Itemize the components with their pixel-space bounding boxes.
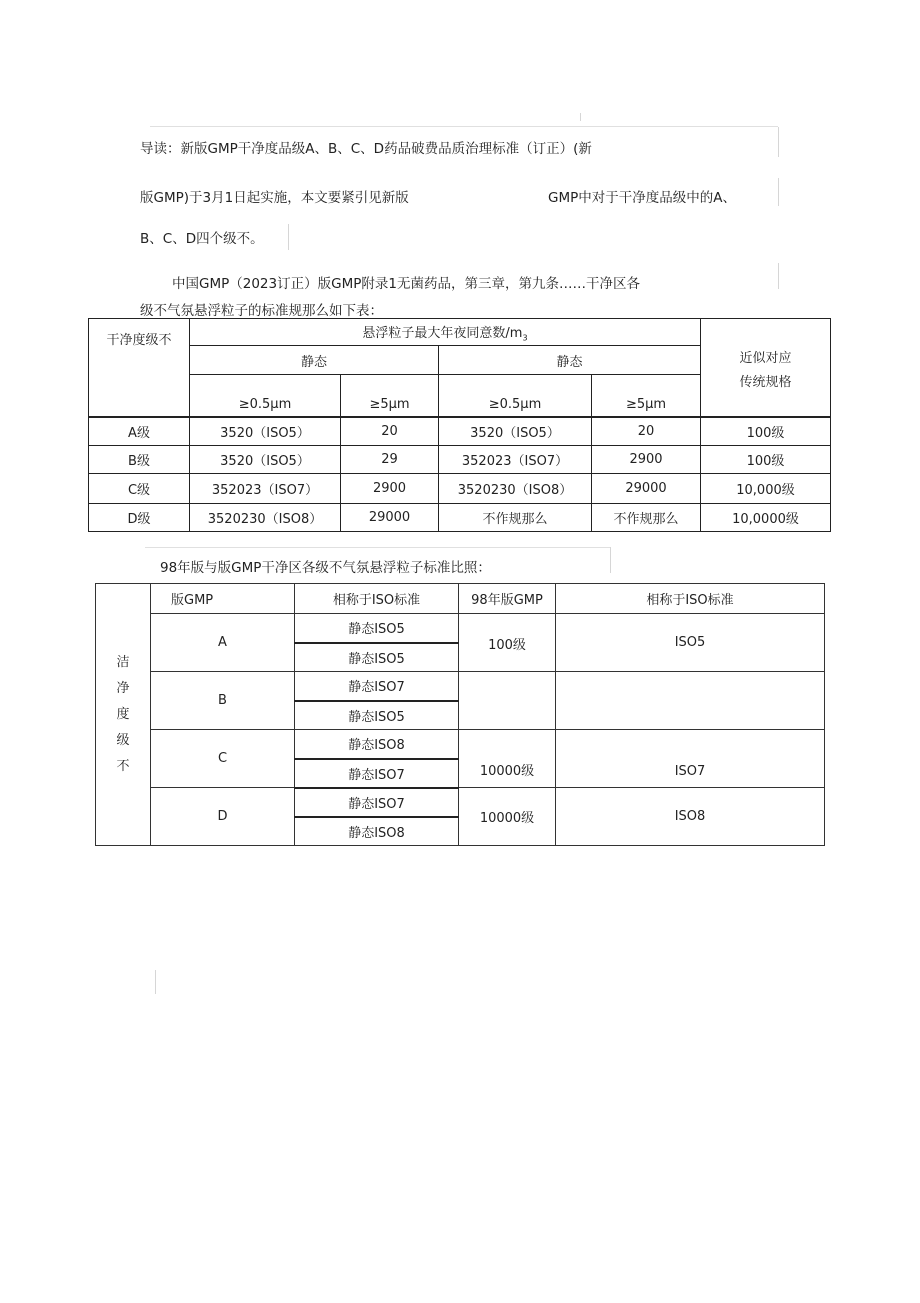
- gmp-comparison-table: [95, 583, 825, 846]
- cell: 3520（ISO5）: [190, 446, 341, 474]
- table-row: [96, 788, 825, 817]
- cell: ISO7: [556, 730, 825, 788]
- header-iso: 相称于ISO标准: [295, 584, 459, 614]
- grade-cell: C: [151, 730, 295, 788]
- cell: 3520230（ISO8）: [439, 474, 592, 504]
- header-size-5a: ≥5μm: [341, 375, 439, 417]
- scan-mark: [778, 127, 779, 157]
- intro-line-1: 导读：新版GMP干净度品级A、B、C、D药品破费品质治理标准（订正）(新: [140, 141, 592, 157]
- row-level: C级: [89, 474, 190, 504]
- cell: 20: [592, 417, 701, 446]
- cell: 不作规那么: [439, 504, 592, 532]
- cell: 100级: [701, 446, 831, 474]
- header-size-5b: ≥5μm: [592, 375, 701, 417]
- intro-line-2a: 版GMP)于3月1日起实施，本文要紧引见新版: [140, 190, 409, 206]
- cell: 29: [341, 446, 439, 474]
- scan-mark: [580, 113, 581, 121]
- header-max-particles: 悬浮粒子最大年夜同意数$/m_3$: [190, 319, 701, 346]
- table-row: [89, 474, 831, 504]
- cell: 3520（ISO5）: [439, 417, 592, 446]
- cell: [556, 672, 825, 730]
- intro-line-3: B、C、D四个级不。: [140, 231, 264, 247]
- particle-standard-table: [88, 318, 831, 532]
- scan-mark: [288, 224, 289, 250]
- cell: 3520230（ISO8）: [190, 504, 341, 532]
- cell: [459, 672, 556, 730]
- scan-mark: [145, 547, 610, 548]
- cell: ISO5: [556, 614, 825, 672]
- header-gmp: 版GMP: [151, 584, 295, 614]
- cell: 静态ISO7: [295, 759, 459, 788]
- cell: 2900: [341, 474, 439, 504]
- table-row: [89, 446, 831, 474]
- header-static-1: 静态: [190, 346, 439, 375]
- intro-line-2b: GMP中对于干净度品级中的A、: [548, 190, 736, 206]
- scan-mark: [155, 970, 156, 994]
- cell: 10000级: [459, 788, 556, 846]
- cell: 10,0000级: [701, 504, 831, 532]
- header-size-05a: ≥0.5μm: [190, 375, 341, 417]
- header-iso-2: 相称于ISO标准: [556, 584, 825, 614]
- header-traditional: 近似对应 传统规格: [701, 319, 831, 417]
- header-clean-level: 干净度级不: [89, 319, 190, 417]
- scan-mark: [610, 547, 611, 573]
- cell: 29000: [592, 474, 701, 504]
- cell: 352023（ISO7）: [439, 446, 592, 474]
- cell: 静态ISO7: [295, 788, 459, 817]
- cell: 3520（ISO5）: [190, 417, 341, 446]
- header-static-2: 静态: [439, 346, 701, 375]
- row-level: A级: [89, 417, 190, 446]
- scan-mark: [778, 263, 779, 289]
- cell: 100级: [459, 614, 556, 672]
- cell: 静态ISO8: [295, 730, 459, 759]
- cell: 静态ISO8: [295, 817, 459, 846]
- cell: 静态ISO5: [295, 614, 459, 643]
- table-row: [96, 730, 825, 759]
- cell: 29000: [341, 504, 439, 532]
- table-row: [96, 614, 825, 643]
- grade-cell: B: [151, 672, 295, 730]
- header-size-05b: ≥0.5μm: [439, 375, 592, 417]
- table-row: [89, 417, 831, 446]
- grade-cell: D: [151, 788, 295, 846]
- row-level: B级: [89, 446, 190, 474]
- para-line-2: 级不气氛悬浮粒子的标准规那么如下表：: [140, 303, 383, 319]
- para-line-1: 中国GMP（2023订正）版GMP附录1无菌药品，第三章，第九条……干净区各: [172, 276, 640, 292]
- cell: 静态ISO5: [295, 701, 459, 730]
- cell: 100级: [701, 417, 831, 446]
- table-row: [96, 672, 825, 701]
- cell: 静态ISO7: [295, 672, 459, 701]
- row-level: D级: [89, 504, 190, 532]
- header-98: 98年版GMP: [459, 584, 556, 614]
- scan-mark: [778, 178, 779, 206]
- table2-caption: 98年版与版GMP干净区各级不气氛悬浮粒子标准比照：: [160, 560, 491, 576]
- cell: 10,000级: [701, 474, 831, 504]
- cell: 静态ISO5: [295, 643, 459, 672]
- side-label: 洁 净 度 级 不: [96, 584, 151, 846]
- table-row: [89, 504, 831, 532]
- cell: ISO8: [556, 788, 825, 846]
- cell: 2900: [592, 446, 701, 474]
- cell: 20: [341, 417, 439, 446]
- cell: 10000级: [459, 730, 556, 788]
- grade-cell: A: [151, 614, 295, 672]
- cell: 不作规那么: [592, 504, 701, 532]
- cell: 352023（ISO7）: [190, 474, 341, 504]
- scan-mark: [150, 126, 778, 127]
